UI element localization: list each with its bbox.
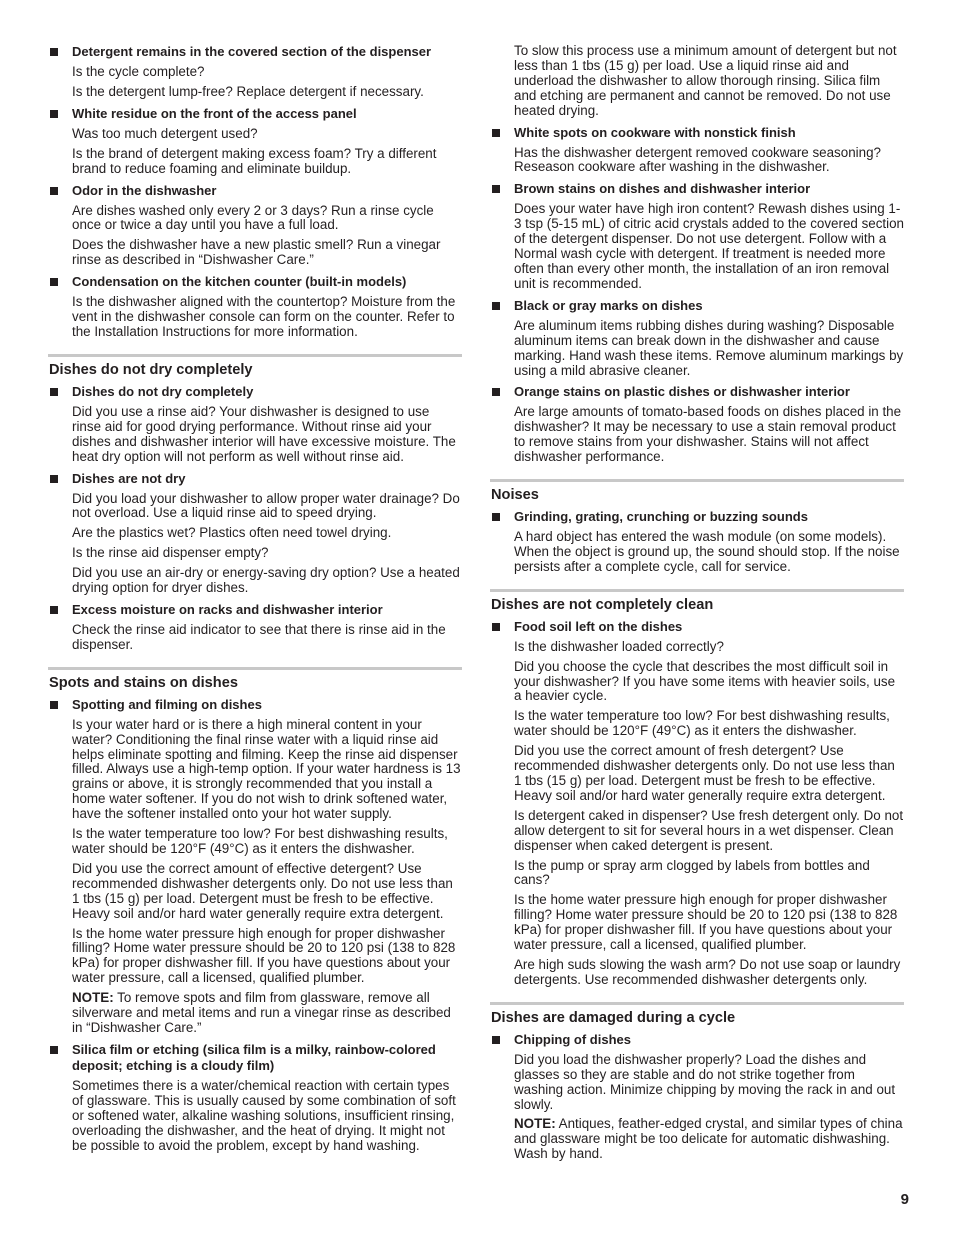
answer-paragraph: Did you use the correct amount of effective detergent? Use recommended dishwasher detergents only. Do not use less than 1 tbs (15 g) per load. Detergent must be fresh to be effective. Heavy soil and/or hard water generally require extra detergent. <box>72 860 453 921</box>
answer-paragraph: A hard object has entered the wash module (on some models). When the object is ground up, the sound should stop. If the noise persists after a complete cycle, call for service. <box>514 529 900 574</box>
problem-list <box>48 384 462 653</box>
section-heading: Dishes are not completely clean <box>491 596 714 613</box>
answer-paragraph: Is the cycle complete? <box>72 64 205 79</box>
problem-answers <box>514 146 904 176</box>
answer-paragraph: Are aluminum items rubbing dishes during washing? Disposable aluminum items can break down in the dishwasher and cause marking. Hand wash these items. Remove aluminum markings by using a mild abrasive cleaner. <box>514 317 904 378</box>
problem-answers <box>72 204 462 269</box>
note-text: To remove spots and film from glassware, remove all silverware and metal items and run a vinegar rinse as described in “Dishwasher Care.” <box>72 990 451 1035</box>
answer-paragraph: Did you load your dishwasher to allow proper water drainage? Do not overload. Use a liquid rinse aid to speed drying. <box>72 490 460 521</box>
problem-answers <box>72 718 462 1036</box>
answer-paragraph: Did you use a rinse aid? Your dishwasher is designed to use rinse aid for good drying performance. Without rinse aid your dishes and dishwasher interior will have excessive moisture. The heat dry option will not perform as well without rinse aid. <box>72 403 456 464</box>
problem-item <box>490 298 904 379</box>
answer-paragraph: Was too much detergent used? <box>72 125 258 141</box>
problem-list <box>48 44 462 340</box>
answer-paragraph: Has the dishwasher detergent removed cookware seasoning? Reseason cookware after washing in the dishwasher. <box>514 144 881 175</box>
problem-item <box>48 384 462 465</box>
answer-paragraph: Are dishes washed only every 2 or 3 days? Run a rinse cycle once or twice a day until you have a full load. <box>72 202 434 233</box>
troubleshooting-section <box>48 44 462 340</box>
answer-paragraph: Is your water hard or is there a high mineral content in your water? Conditioning the final rinse water with a liquid rinse aid helps eliminate spotting and filming. Keep the rinse aid dispenser filled. Always use a high-temp option. If your water hardness is 13 grains or above, it is strongly recommended that you install a home water softener. If you do not wish to drink softened water, have the softener installed onto your hot water supply. <box>72 716 461 822</box>
problem-item <box>490 181 904 291</box>
answer-paragraph: Is the pump or spray arm clogged by labels from bottles and cans? <box>514 857 870 888</box>
problem-answers <box>72 623 462 653</box>
answer-paragraph: Is the home water pressure high enough for proper dishwasher filling? Home water pressure should be 20 to 120 psi (138 to 828 kPa) for proper dishwasher fill. If you have questions about your water pressure, call a licensed, qualified plumber. <box>72 925 456 986</box>
section-heading: Noises <box>491 487 539 504</box>
answer-paragraph: Is the dishwasher aligned with the countertop? Moisture from the vent in the dishwasher console can form on the counter. Refer to the Installation Instructions for more information. <box>72 294 456 339</box>
troubleshooting-section <box>48 667 462 1154</box>
problem-item <box>490 44 904 119</box>
answer-paragraph: Are high suds slowing the wash arm? Do not use soap or laundry detergents. Use recommended dishwasher detergents only. <box>514 956 901 987</box>
problem-title <box>48 697 462 713</box>
troubleshooting-section <box>490 44 904 465</box>
problem-title <box>48 384 462 400</box>
square-bullet-icon <box>50 475 58 483</box>
square-bullet-icon <box>492 388 500 396</box>
problem-answers <box>514 1053 904 1162</box>
square-bullet-icon <box>492 302 500 310</box>
problem-title <box>490 1032 904 1048</box>
problem-item <box>48 106 462 177</box>
square-bullet-icon <box>50 1046 58 1054</box>
problem-title-text: Brown stains on dishes and dishwasher interior <box>514 181 811 197</box>
problem-item <box>490 1032 904 1162</box>
answer-paragraph: Does your water have high iron content? Rewash dishes using 1-3 tsp (5-15 mL) of citric acid crystals added to the covered section of the detergent dispenser. Do not use detergent. Follow with a Normal wash cycle with detergent. If treatment is needed more often than every other month, the installation of an iron removal unit is recommended. <box>514 201 904 291</box>
problem-title-text: Orange stains on plastic dishes or dishwasher interior <box>514 384 850 400</box>
problem-title <box>490 181 904 197</box>
problem-list <box>490 44 904 465</box>
problem-title <box>48 602 462 618</box>
problem-item <box>490 125 904 176</box>
left-column <box>48 44 462 1159</box>
note-paragraph <box>514 1117 904 1162</box>
problem-answers <box>514 405 904 465</box>
problem-title-text: White spots on cookware with nonstick finish <box>514 124 796 140</box>
problem-item <box>48 274 462 340</box>
square-bullet-icon <box>50 48 58 56</box>
problem-title-text: Spotting and filming on dishes <box>72 696 262 712</box>
problem-answers <box>514 202 904 291</box>
problem-answers <box>514 530 904 575</box>
problem-item <box>490 509 904 575</box>
problem-item <box>48 1042 462 1154</box>
problem-list <box>490 509 904 575</box>
problem-title-text: Excess moisture on racks and dishwasher interior <box>72 601 383 617</box>
answer-paragraph: Is the home water pressure high enough for proper dishwasher filling? Home water pressure should be 20 to 120 psi (138 to 828 kPa) for proper dishwasher fill. If you have questions about your water pressure, call a licensed, qualified plumber. <box>514 892 898 953</box>
square-bullet-icon <box>50 388 58 396</box>
problem-title <box>48 44 462 60</box>
square-bullet-icon <box>50 278 58 286</box>
problem-item <box>490 619 904 988</box>
answer-paragraph: Sometimes there is a water/chemical reaction with certain types of glassware. This is usually caused by some combination of soft or softened water, alkaline washing solutions, insufficient rinsing, overloading the dishwasher, and the heat of drying. It might not be possible to avoid the problem, except by hand washing. <box>72 1077 456 1153</box>
problem-item <box>48 697 462 1036</box>
problem-list <box>48 697 462 1154</box>
square-bullet-icon <box>492 513 500 521</box>
answer-paragraph: Did you load the dishwasher properly? Load the dishes and glasses so they are stable and do not strike together from washing action. Minimize chipping by moving the rack in and out slowly. <box>514 1051 896 1112</box>
answer-paragraph: Did you use an air-dry or energy-saving dry option? Use a heated drying option for dryer dishes. <box>72 565 460 596</box>
problem-item <box>48 471 462 596</box>
troubleshooting-section <box>490 589 904 988</box>
problem-title <box>48 471 462 487</box>
problem-answers <box>514 640 904 988</box>
square-bullet-icon <box>50 606 58 614</box>
problem-title-text: Food soil left on the dishes <box>514 618 683 634</box>
answer-paragraph: Are large amounts of tomato-based foods on dishes placed in the dishwasher? It may be necessary to use a stain removal product to remove stains from your dishwasher. Stains will not affect dishwasher performance. <box>514 404 902 465</box>
troubleshooting-section <box>490 479 904 575</box>
answer-paragraph: Is the rinse aid dispenser empty? <box>72 545 269 561</box>
problem-title <box>490 509 904 525</box>
square-bullet-icon <box>50 187 58 195</box>
problem-title-text: Chipping of dishes <box>514 1031 631 1047</box>
problem-answers <box>514 319 904 379</box>
answer-paragraph: Did you choose the cycle that describes the most difficult soil in your dishwasher? If you have some items with heavier soils, use a heavier cycle. <box>514 658 896 704</box>
right-column <box>490 44 904 1168</box>
troubleshooting-section <box>48 354 462 653</box>
problem-title-text: White residue on the front of the access panel <box>72 105 357 121</box>
problem-answers <box>72 65 462 100</box>
answer-paragraph: Is detergent caked in dispenser? Use fresh detergent only. Do not allow detergent to sit for several hours in a wet dispenser. Clean dispenser when caked detergent is present. <box>514 807 904 853</box>
answer-paragraph: Is the water temperature too low? For best dishwashing results, water should be 120°F (49°C) as it enters the dishwasher. <box>514 708 890 739</box>
problem-title <box>48 106 462 122</box>
section-heading: Spots and stains on dishes <box>49 674 238 691</box>
problem-title <box>490 298 904 314</box>
problem-title-text: Grinding, grating, crunching or buzzing sounds <box>514 509 808 525</box>
answer-paragraph: Does the dishwasher have a new plastic smell? Run a vinegar rinse as described in “Dishwasher Care.” <box>72 237 441 268</box>
problem-title-text: Dishes are not dry <box>72 470 186 486</box>
problem-item <box>48 44 462 100</box>
problem-answers <box>72 295 462 340</box>
problem-title-text: Black or gray marks on dishes <box>514 297 703 313</box>
note-paragraph <box>72 991 462 1036</box>
answer-paragraph: Is the water temperature too low? For best dishwashing results, water should be 120°F (49°C) as it enters the dishwasher. <box>72 826 448 856</box>
answer-paragraph: Is the dishwasher loaded correctly? <box>514 638 724 654</box>
section-heading: Dishes are damaged during a cycle <box>491 1009 736 1026</box>
answer-paragraph: Is the detergent lump-free? Replace detergent if necessary. <box>72 83 424 99</box>
problem-title <box>48 183 462 199</box>
problem-item <box>490 384 904 465</box>
square-bullet-icon <box>492 623 500 631</box>
problem-item <box>48 183 462 269</box>
section-heading: Dishes do not dry completely <box>49 361 253 378</box>
square-bullet-icon <box>492 185 500 193</box>
problem-list <box>490 1032 904 1162</box>
problem-answers <box>72 405 462 465</box>
answer-paragraph: To slow this process use a minimum amount of detergent but not less than 1 tbs (15 g) per load. Use a liquid rinse aid and underload the dishwasher to allow thorough rinsing. Silica film and etching are permanent and cannot be removed. Do not use heated drying. <box>514 43 897 118</box>
troubleshooting-section <box>490 1002 904 1162</box>
problem-title <box>490 125 904 141</box>
problem-title-text: Odor in the dishwasher <box>72 182 217 198</box>
problem-answers <box>72 1079 462 1154</box>
page-number: 9 <box>900 1191 909 1208</box>
square-bullet-icon <box>50 701 58 709</box>
problem-answers <box>72 492 462 596</box>
problem-title-text: Condensation on the kitchen counter (built-in models) <box>72 274 407 290</box>
note-text: Antiques, feather-edged crystal, and similar types of china and glassware might be too delicate for automatic dishwashing. Wash by hand. <box>514 1116 903 1162</box>
square-bullet-icon <box>492 129 500 137</box>
problem-answers <box>514 44 904 119</box>
problem-title-text: Dishes do not dry completely <box>72 383 254 399</box>
problem-item <box>48 602 462 653</box>
answer-paragraph: Are the plastics wet? Plastics often need towel drying. <box>72 525 392 541</box>
square-bullet-icon <box>50 110 58 118</box>
answer-paragraph: Did you use the correct amount of fresh detergent? Use recommended dishwasher detergents only. Do not use less than 1 tbs (15 g) per load. Detergent must be fresh to be effective. Heavy soil and/or hard water generally require extra detergent. <box>514 743 895 803</box>
problem-answers <box>72 127 462 177</box>
problem-title <box>490 619 904 635</box>
answer-paragraph: Check the rinse aid indicator to see that there is rinse aid in the dispenser. <box>72 621 446 652</box>
note-label: NOTE: <box>72 990 114 1006</box>
square-bullet-icon <box>492 1036 500 1044</box>
problem-title <box>490 384 904 400</box>
problem-list <box>490 619 904 988</box>
problem-title-text: Detergent remains in the covered section of the dispenser <box>72 44 432 59</box>
problem-title <box>48 1042 462 1074</box>
problem-title <box>48 274 462 290</box>
note-label: NOTE: <box>514 1116 556 1132</box>
answer-paragraph: Is the brand of detergent making excess foam? Try a different brand to reduce foaming and eliminate buildup. <box>72 145 437 176</box>
problem-title-text: Silica film or etching (silica film is a milky, rainbow-colored deposit; etching is a cloudy film) <box>72 1041 436 1073</box>
